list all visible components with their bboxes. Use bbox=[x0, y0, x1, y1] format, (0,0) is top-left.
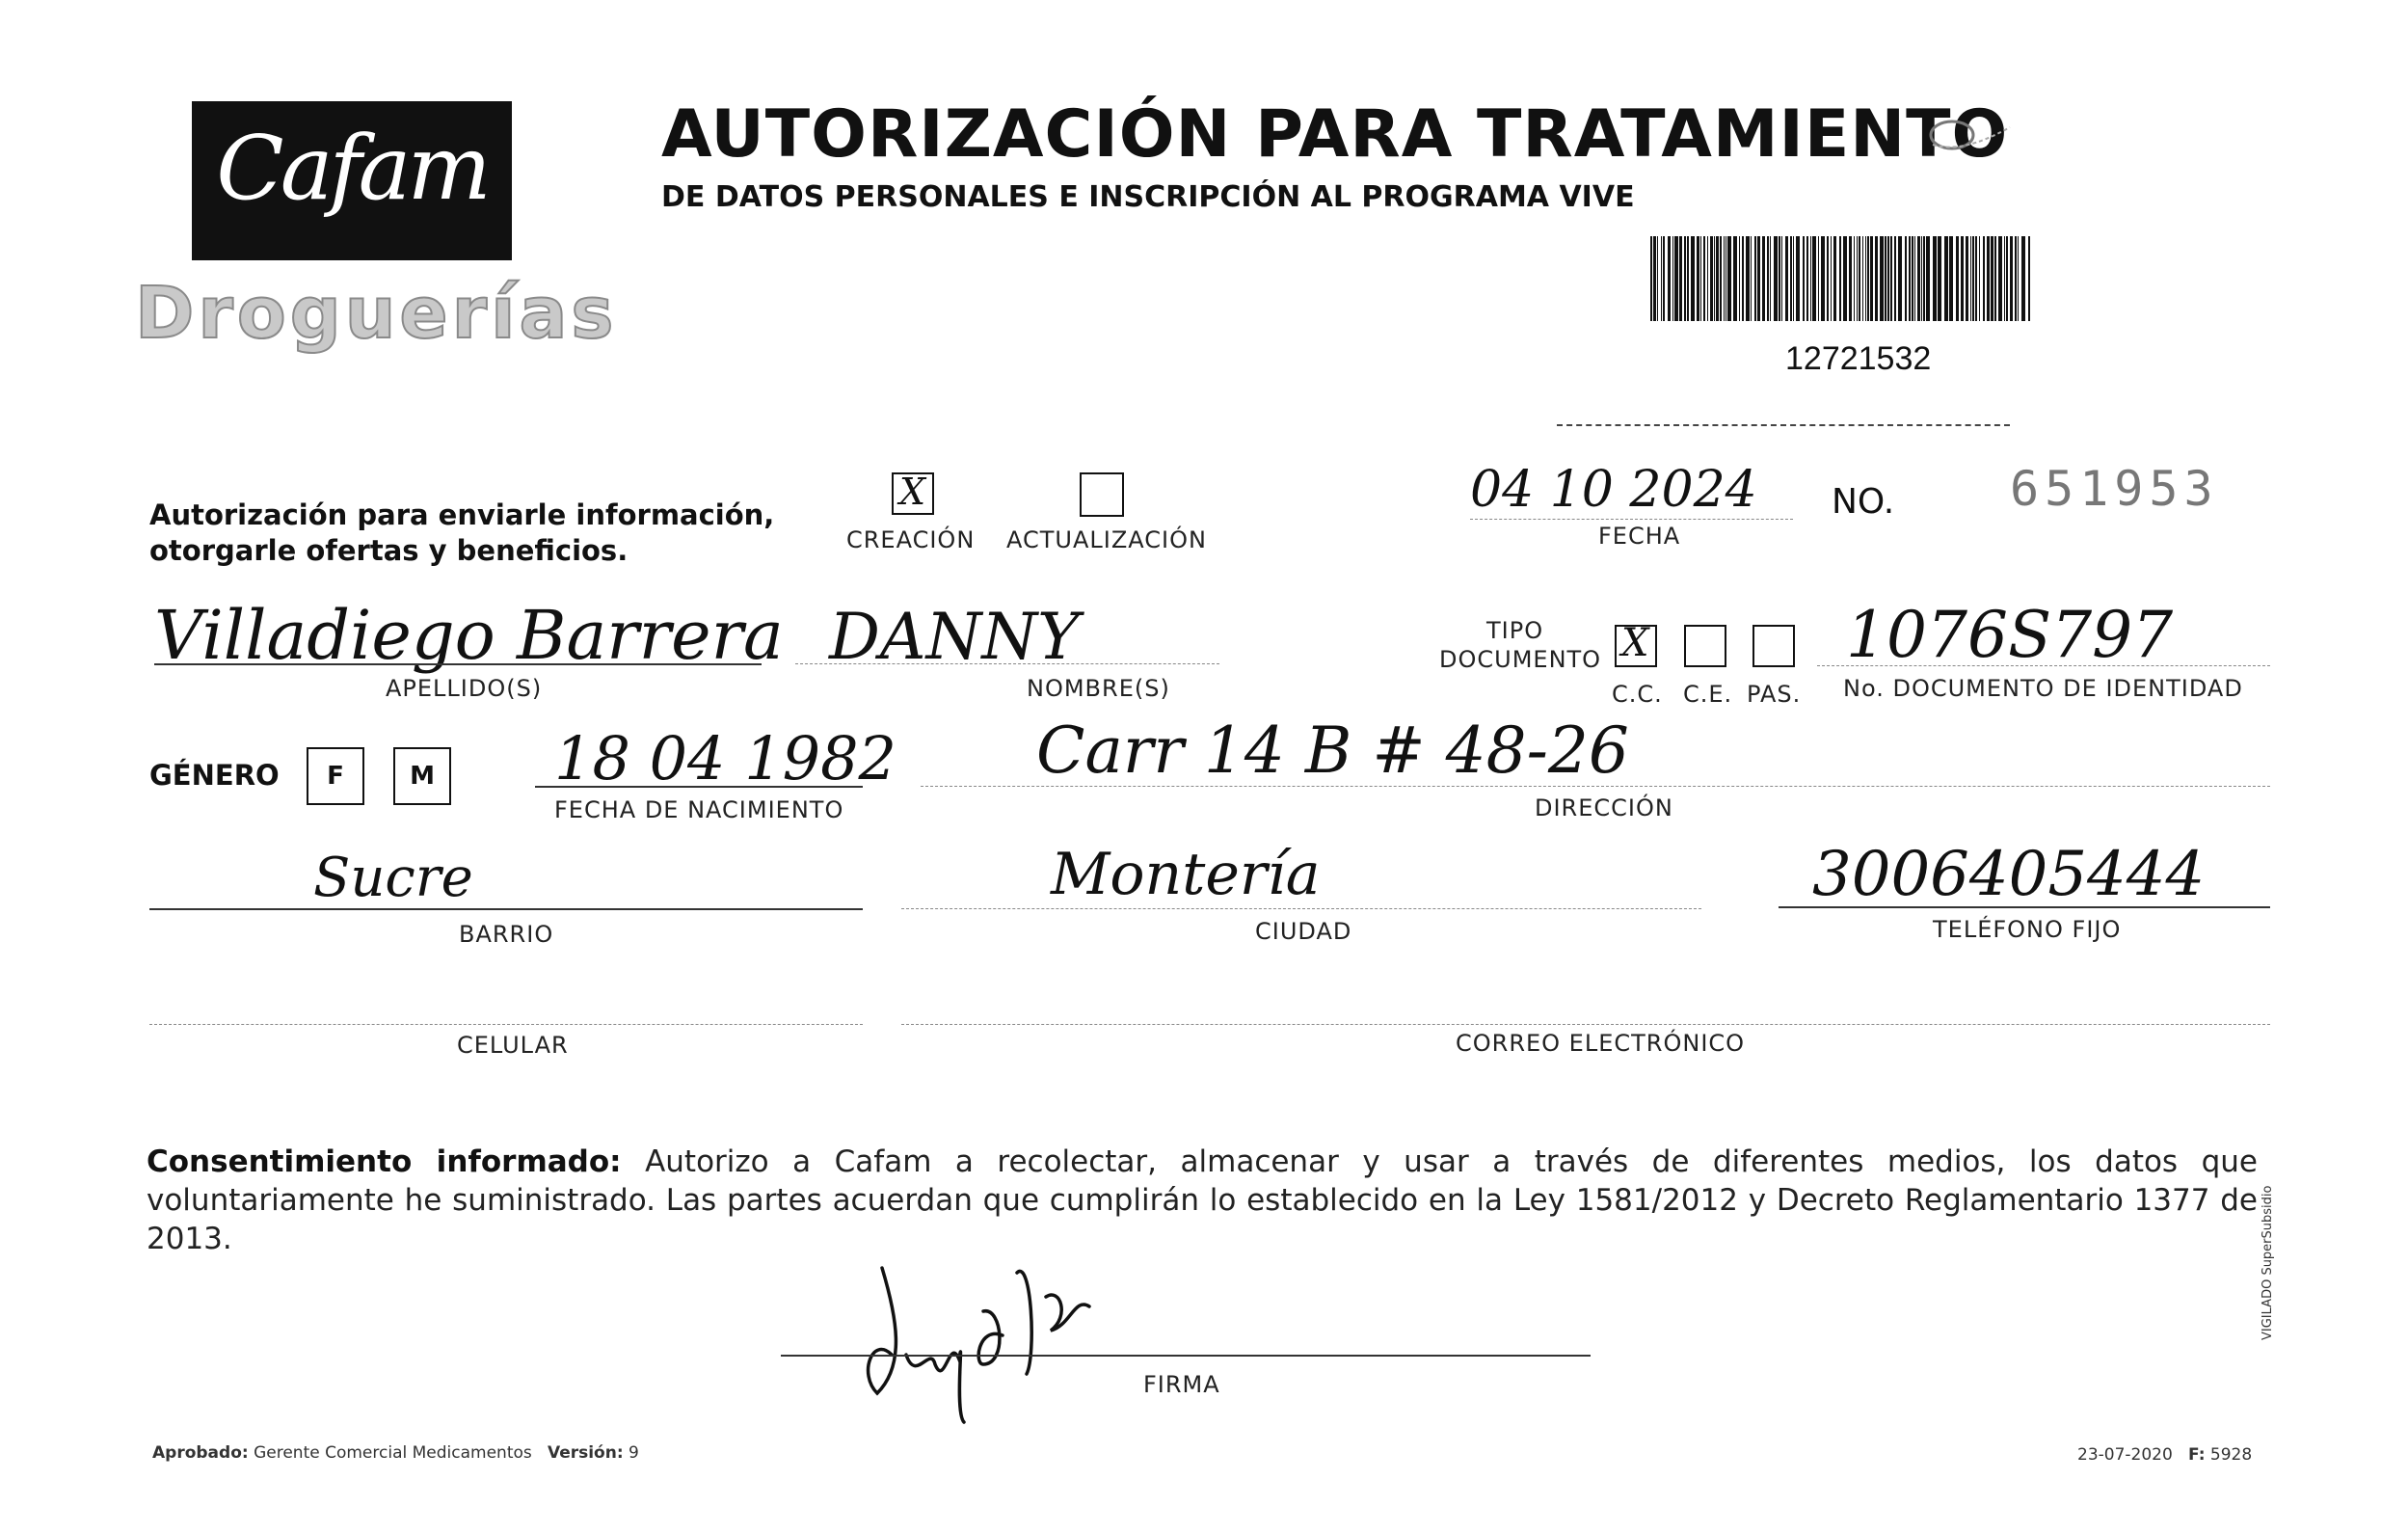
barcode-bar bbox=[2006, 236, 2008, 321]
barcode-bar bbox=[1979, 236, 1980, 321]
aprobado-value: Gerente Comercial Medicamentos bbox=[254, 1443, 532, 1463]
genero-label: GÉNERO bbox=[149, 759, 280, 792]
barcode-bar bbox=[1994, 236, 1996, 321]
barcode-bar bbox=[2015, 236, 2017, 321]
barcode-bar bbox=[1724, 236, 1725, 321]
barcode-bar bbox=[1757, 236, 1760, 321]
barcode-bar bbox=[1833, 236, 1836, 321]
barcode-bar bbox=[1650, 236, 1652, 321]
documento-label-word: DOCUMENTO bbox=[1439, 646, 1602, 673]
ciudad-value: Montería bbox=[1051, 841, 1321, 908]
barcode-bar bbox=[1949, 236, 1953, 321]
handwritten-signature bbox=[839, 1220, 1244, 1432]
barcode-bar bbox=[1781, 236, 1782, 321]
genero-m-checkbox[interactable]: M bbox=[393, 747, 451, 805]
documento-label: No. DOCUMENTO DE IDENTIDAD bbox=[1843, 675, 2243, 702]
ciudad-label: CIUDAD bbox=[1255, 918, 1352, 945]
pas-checkbox[interactable] bbox=[1752, 625, 1795, 667]
barcode-bar bbox=[1700, 236, 1701, 321]
no-label: NO. bbox=[1832, 482, 1895, 522]
barcode-bar bbox=[1983, 236, 1985, 321]
barcode-bar bbox=[1867, 236, 1869, 321]
footer-approved bbox=[152, 1443, 639, 1463]
barcode-bar bbox=[1938, 236, 1941, 321]
barcode-bar bbox=[1909, 236, 1911, 321]
direccion-line bbox=[921, 786, 2270, 787]
barcode-bar bbox=[1716, 236, 1719, 321]
barcode-bar bbox=[1870, 236, 1873, 321]
barcode-bar bbox=[1661, 236, 1662, 321]
barcode-bar bbox=[1785, 236, 1788, 321]
cc-checkbox[interactable]: X bbox=[1615, 625, 1657, 667]
celular-label: CELULAR bbox=[457, 1032, 569, 1059]
barcode-bar bbox=[1707, 236, 1708, 321]
barcode-bar bbox=[1970, 236, 1971, 321]
barcode-bar bbox=[1914, 236, 1915, 321]
barrio-label: BARRIO bbox=[459, 921, 554, 948]
barcode-bar bbox=[1703, 236, 1705, 321]
barcode-bar bbox=[1727, 236, 1731, 321]
actualizacion-label: ACTUALIZACIÓN bbox=[1006, 526, 1207, 553]
nacimiento-line bbox=[535, 786, 863, 788]
barcode-bar bbox=[1865, 236, 1866, 321]
firma-label: FIRMA bbox=[1143, 1371, 1220, 1398]
documento-line bbox=[1817, 665, 2270, 666]
barcode-bar bbox=[1720, 236, 1722, 321]
barcode-bar bbox=[1663, 236, 1665, 321]
barcode-bar bbox=[1767, 236, 1769, 321]
barcode-bar bbox=[1821, 236, 1825, 321]
barcode-bar bbox=[2018, 236, 2019, 321]
creacion-label: CREACIÓN bbox=[846, 526, 976, 553]
creacion-checkbox[interactable]: X bbox=[892, 472, 934, 515]
barcode-bar bbox=[1923, 236, 1925, 321]
barrio-value: Sucre bbox=[313, 847, 473, 909]
tipo-label: TIPO bbox=[1486, 617, 1544, 644]
barcode-bar bbox=[1674, 236, 1678, 321]
firma-line bbox=[781, 1355, 1591, 1357]
barcode-bar bbox=[1862, 236, 1863, 321]
barcode-bar bbox=[1961, 236, 1964, 321]
barcode-bar bbox=[1653, 236, 1656, 321]
nacimiento-label: FECHA DE NACIMIENTO bbox=[554, 796, 844, 823]
barcode-bar bbox=[1898, 236, 1902, 321]
apellidos-value: Villadiego Barrera bbox=[154, 596, 784, 675]
form-number: 651953 bbox=[2010, 461, 2219, 517]
nacimiento-value: 18 04 1982 bbox=[554, 723, 896, 794]
barcode-bar bbox=[2004, 236, 2005, 321]
barcode-bar bbox=[1697, 236, 1699, 321]
barcode-bar bbox=[1774, 236, 1778, 321]
ce-label: C.E. bbox=[1683, 681, 1733, 708]
barcode-bar bbox=[1944, 236, 1948, 321]
barcode-bar bbox=[1966, 236, 1968, 321]
version-value: 9 bbox=[629, 1443, 639, 1463]
genero-f-checkbox[interactable]: F bbox=[307, 747, 364, 805]
barcode-bar bbox=[1894, 236, 1896, 321]
barcode-bar bbox=[1975, 236, 1977, 321]
barcode bbox=[1650, 236, 2036, 321]
barcode-bar bbox=[1827, 236, 1829, 321]
barcode-bar bbox=[1754, 236, 1756, 321]
barcode-bar bbox=[1687, 236, 1689, 321]
barcode-bar bbox=[1839, 236, 1841, 321]
barcode-bar bbox=[1806, 236, 1808, 321]
barrio-line bbox=[149, 908, 863, 910]
barcode-bar bbox=[1812, 236, 1816, 321]
fecha-label: FECHA bbox=[1598, 523, 1681, 550]
actualizacion-checkbox[interactable] bbox=[1080, 472, 1124, 517]
barcode-bar bbox=[1849, 236, 1852, 321]
aprobado-label: Aprobado: bbox=[152, 1443, 249, 1463]
brand-subtitle: Droguerías bbox=[135, 272, 618, 355]
apellidos-label: APELLIDO(S) bbox=[386, 675, 543, 702]
barcode-bar bbox=[1818, 236, 1819, 321]
consent-text: Autorizo a Cafam a recolectar, almacenar y usar a través de diferentes medios, los datos que voluntariamente he suministrado. Las partes acuerdan que cumplirán lo establecido en la Ley 1581/2012 y Decreto Reglamentario 1377 de 2013. bbox=[147, 1144, 2258, 1256]
barcode-bar bbox=[1854, 236, 1855, 321]
barcode-bar bbox=[1779, 236, 1780, 321]
code-value: 5928 bbox=[2209, 1445, 2253, 1465]
fecha-value: 04 10 2024 bbox=[1470, 461, 1757, 519]
barcode-bar bbox=[1668, 236, 1671, 321]
fecha-line bbox=[1470, 519, 1793, 520]
barcode-number: 12721532 bbox=[1785, 340, 1932, 377]
barcode-bar bbox=[1905, 236, 1907, 321]
version-label: Versión: bbox=[547, 1443, 624, 1463]
cc-label: C.C. bbox=[1612, 681, 1663, 708]
barcode-bar bbox=[1885, 236, 1886, 321]
barcode-bar bbox=[1843, 236, 1847, 321]
side-stamp: VIGILADO SuperSubsidio bbox=[2261, 1185, 2275, 1340]
barcode-bar bbox=[1739, 236, 1740, 321]
barcode-bar bbox=[1926, 236, 1930, 321]
barcode-bar bbox=[1714, 236, 1715, 321]
telefono-label: TELÉFONO FIJO bbox=[1933, 916, 2122, 943]
barcode-bar bbox=[1859, 236, 1860, 321]
barcode-bar bbox=[1857, 236, 1858, 321]
barcode-bar bbox=[1657, 236, 1658, 321]
code-label: F: bbox=[2188, 1445, 2206, 1465]
page-title: AUTORIZACIÓN PARA TRATAMIENTO bbox=[661, 96, 2009, 173]
barcode-bar bbox=[1796, 236, 1800, 321]
nombres-label: NOMBRE(S) bbox=[1027, 675, 1170, 702]
direccion-label: DIRECCIÓN bbox=[1535, 794, 1673, 821]
logo-text: Cafam bbox=[216, 117, 488, 220]
ink-smudge-icon bbox=[1913, 106, 2020, 164]
barcode-bar bbox=[1742, 236, 1744, 321]
nombres-value: DANNY bbox=[829, 600, 1080, 674]
correo-label: CORREO ELECTRÓNICO bbox=[1456, 1030, 1746, 1057]
barcode-bar bbox=[1912, 236, 1913, 321]
barcode-bar bbox=[1987, 236, 1990, 321]
barcode-bar bbox=[1733, 236, 1737, 321]
barcode-bar bbox=[1790, 236, 1792, 321]
barcode-bar bbox=[2021, 236, 2025, 321]
barcode-bar bbox=[1890, 236, 1892, 321]
barcode-bar bbox=[1998, 236, 2002, 321]
barcode-bar bbox=[1831, 236, 1832, 321]
consent-heading: Consentimiento informado: bbox=[147, 1144, 622, 1179]
page-subtitle: DE DATOS PERSONALES E INSCRIPCIÓN AL PROGRAMA VIVE bbox=[661, 180, 1635, 214]
celular-line bbox=[149, 1024, 863, 1025]
barcode-bar bbox=[1921, 236, 1922, 321]
telefono-line bbox=[1779, 906, 2270, 908]
barcode-bar bbox=[1917, 236, 1920, 321]
barcode-bar bbox=[1691, 236, 1695, 321]
barcode-bar bbox=[1762, 236, 1765, 321]
pas-label: PAS. bbox=[1747, 681, 1802, 708]
ce-checkbox[interactable] bbox=[1684, 625, 1726, 667]
footer-date: 23-07-2020 bbox=[2077, 1445, 2173, 1465]
barcode-bar bbox=[2028, 236, 2030, 321]
barcode-bar bbox=[2010, 236, 2013, 321]
barcode-bar bbox=[1746, 236, 1750, 321]
barcode-bar bbox=[1751, 236, 1752, 321]
barcode-bar bbox=[1972, 236, 1974, 321]
barcode-bar bbox=[1956, 236, 1959, 321]
barcode-bar bbox=[1684, 236, 1686, 321]
barcode-bar bbox=[1803, 236, 1805, 321]
nombres-line bbox=[795, 663, 1219, 664]
barcode-bar bbox=[1875, 236, 1878, 321]
telefono-value: 3006405444 bbox=[1812, 839, 2206, 910]
barcode-bar bbox=[1887, 236, 1889, 321]
direccion-value: Carr 14 B # 48-26 bbox=[1036, 713, 1629, 788]
barcode-bar bbox=[1880, 236, 1884, 321]
barcode-bar bbox=[1793, 236, 1794, 321]
intro-line-1: Autorización para enviarle información, bbox=[149, 498, 775, 531]
barcode-bar bbox=[1770, 236, 1771, 321]
barcode-bar bbox=[1710, 236, 1713, 321]
intro-line-2: otorgarle ofertas y beneficios. bbox=[149, 534, 629, 567]
barcode-bar bbox=[1933, 236, 1937, 321]
apellidos-line bbox=[154, 663, 762, 665]
documento-value: 1076S797 bbox=[1846, 598, 2174, 672]
correo-line bbox=[901, 1024, 2270, 1025]
footer-date-code bbox=[2077, 1445, 2252, 1465]
barcode-bar bbox=[1810, 236, 1811, 321]
cafam-logo bbox=[192, 101, 512, 260]
barcode-bar bbox=[1991, 236, 1993, 321]
divider bbox=[1557, 424, 2010, 426]
barcode-bar bbox=[1672, 236, 1673, 321]
barcode-bar bbox=[1679, 236, 1682, 321]
ciudad-line bbox=[901, 908, 1701, 909]
